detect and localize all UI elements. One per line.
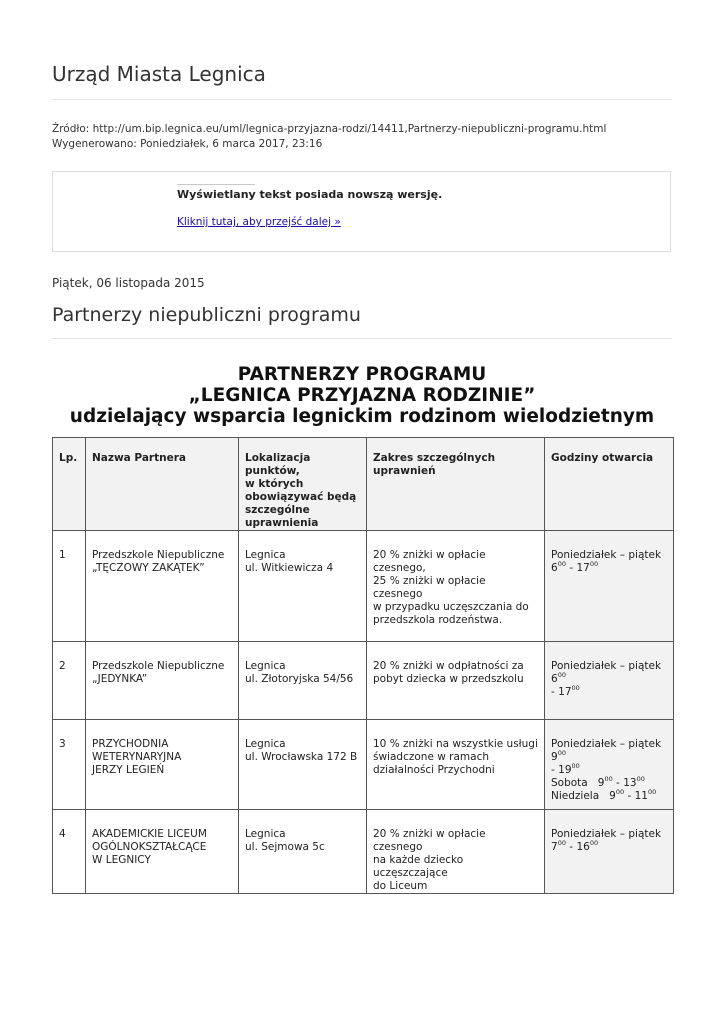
cell-location: Legnica ul. Wrocławska 172 B xyxy=(239,720,367,810)
table-row xyxy=(53,720,674,810)
partners-table xyxy=(52,437,674,894)
site-title: Urząd Miasta Legnica xyxy=(52,62,266,86)
cell-name: PRZYCHODNIA WETERYNARYJNA JERZY LEGIEŃ xyxy=(86,720,239,810)
table-header-row xyxy=(53,438,674,531)
newer-version-link[interactable]: Kliknij tutaj, aby przejść dalej » xyxy=(177,216,341,228)
heading-line-1: PARTNERZY PROGRAMU xyxy=(237,364,487,385)
page-title: Partnerzy niepubliczni programu xyxy=(52,304,361,326)
cell-scope: 20 % zniżki w opłacie czesnego na każde dziecko uczęszczające do Liceum xyxy=(367,810,545,894)
divider xyxy=(52,338,672,339)
cell-lp: 4 xyxy=(53,810,86,894)
cell-name: AKADEMICKIE LICEUM OGÓLNOKSZTAŁCĄCE W LEGNICY xyxy=(86,810,239,894)
cell-lp: 3 xyxy=(53,720,86,810)
cell-hours: Poniedziałek – piątek $9^{00}$ - $19^{00}$ Sobota $9^{00} - 13^{00}$ Niedziela $9^{00} - 11^{00}$ xyxy=(545,720,674,810)
table-row xyxy=(53,810,674,894)
header-hours: Godziny otwarcia xyxy=(545,438,674,531)
heading-line-3: udzielający wsparcia legnickim rodzinom wielodzietnym xyxy=(69,406,655,427)
generated-date: Wygenerowano: Poniedziałek, 6 marca 2017, 23:16 xyxy=(52,138,323,150)
header-location: Lokalizacja punktów, w których obowiązywać będą szczególne uprawnienia xyxy=(239,438,367,531)
cell-name: Przedszkole Niepubliczne „TĘCZOWY ZAKĄTEK” xyxy=(86,531,239,642)
cell-name: Przedszkole Niepubliczne „JEDYNKA” xyxy=(86,642,239,720)
newer-version-notice xyxy=(52,171,671,252)
article-date: Piątek, 06 listopada 2015 xyxy=(52,276,205,290)
heading-line-2: „LEGNICA PRZYJAZNA RODZINIE” xyxy=(188,385,536,406)
divider xyxy=(52,99,672,100)
cell-scope: 10 % zniżki na wszystkie usługi świadczone w ramach działalności Przychodni xyxy=(367,720,545,810)
print-meta xyxy=(52,122,606,152)
cell-scope: 20 % zniżki w odpłatności za pobyt dziecka w przedszkolu xyxy=(367,642,545,720)
header-name: Nazwa Partnera xyxy=(86,438,239,531)
cell-location: Legnica ul. Witkiewicza 4 xyxy=(239,531,367,642)
notice-heading: Wyświetlany tekst posiada nowszą wersję. xyxy=(177,188,443,201)
header-lp: Lp. xyxy=(53,438,86,531)
cell-hours: Poniedziałek – piątek $6^{00}$ - $17^{00}$ xyxy=(545,642,674,720)
program-heading xyxy=(52,364,672,427)
cell-location: Legnica ul. Złotoryjska 54/56 xyxy=(239,642,367,720)
source-url: Źródło: http://um.bip.legnica.eu/uml/legnica-przyjazna-rodzi/14411,Partnerzy-niepubliczni-programu.html xyxy=(52,123,607,135)
cell-hours: Poniedziałek – piątek $7^{00} - 16^{00}$ xyxy=(545,810,674,894)
header-scope: Zakres szczególnych uprawnień xyxy=(367,438,545,531)
cell-lp: 1 xyxy=(53,531,86,642)
cell-hours: Poniedziałek – piątek $6^{00} - 17^{00}$ xyxy=(545,531,674,642)
notice-rule xyxy=(177,184,255,185)
table-row xyxy=(53,531,674,642)
cell-scope: 20 % zniżki w opłacie czesnego, 25 % zniżki w opłacie czesnego w przypadku uczęszczania do przedszkola rodzeństwa. xyxy=(367,531,545,642)
cell-lp: 2 xyxy=(53,642,86,720)
table-row xyxy=(53,642,674,720)
cell-location: Legnica ul. Sejmowa 5c xyxy=(239,810,367,894)
